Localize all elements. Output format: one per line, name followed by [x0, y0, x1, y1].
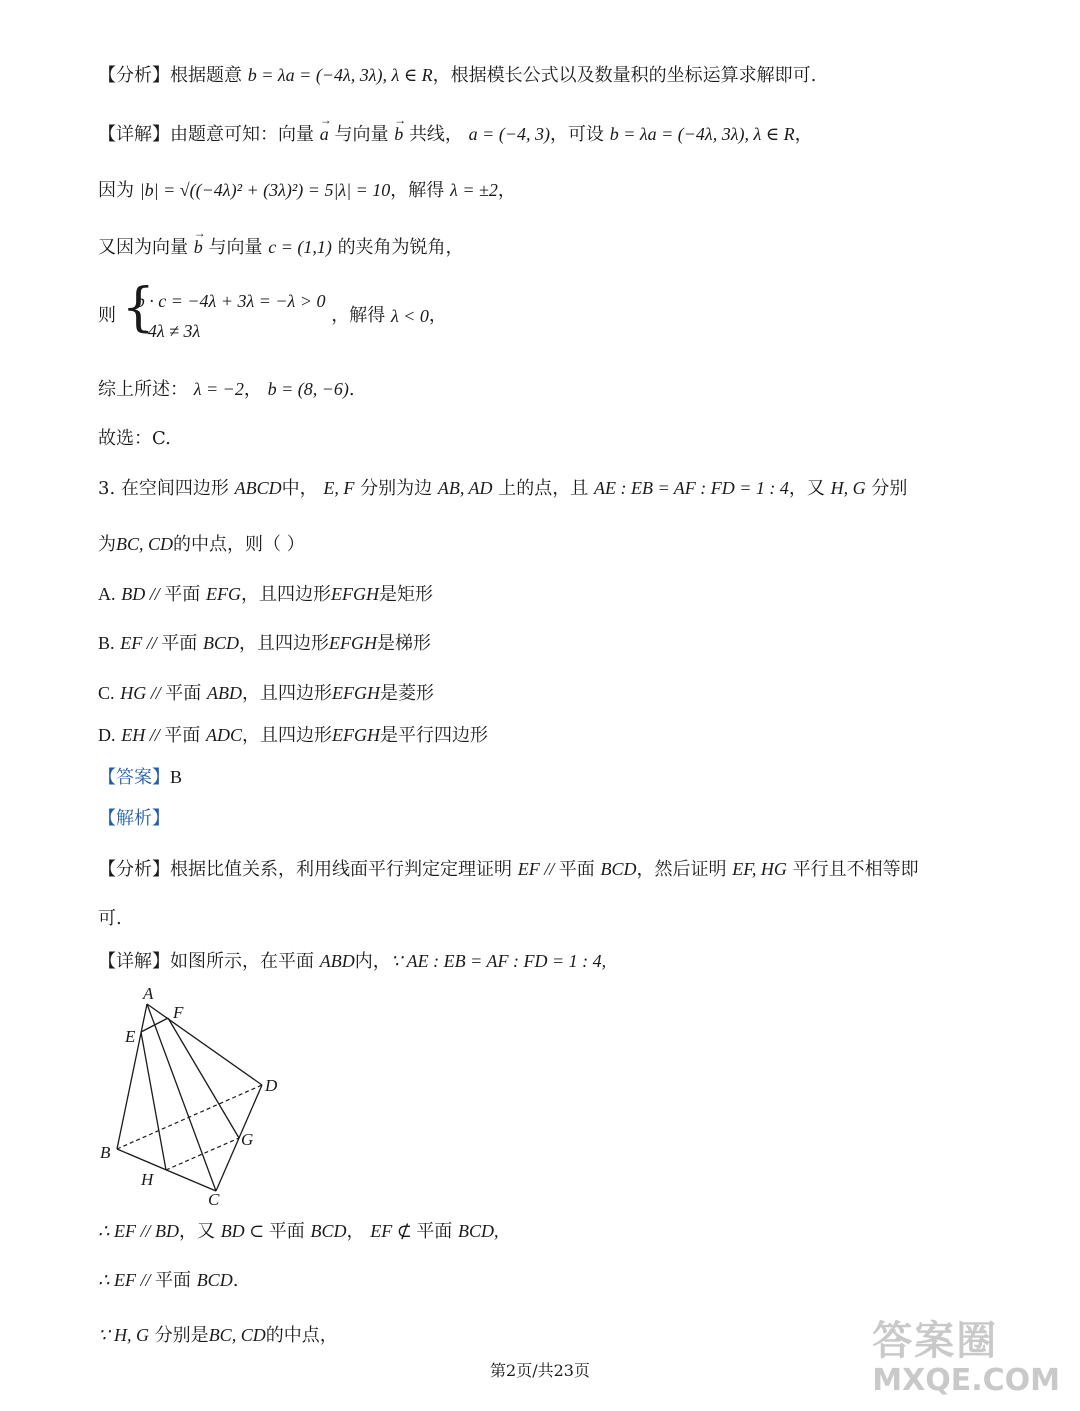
question-text: 的中点，则（ ）	[173, 534, 305, 555]
watermark-logo	[872, 1318, 1060, 1398]
option-label: C.	[98, 683, 115, 703]
option-text: 平面	[165, 683, 202, 704]
formula-lambda: λ = ±2	[450, 180, 498, 200]
question-text: 分别	[871, 478, 908, 499]
edge-ab	[117, 1004, 147, 1149]
option-formula: EFG	[205, 584, 241, 604]
vector-a: → a	[320, 121, 329, 147]
formula-lambda-lt: λ < 0	[390, 306, 429, 326]
option-formula: EFGH	[330, 584, 379, 604]
detail-text: ，	[243, 379, 262, 400]
option-label: D.	[98, 725, 116, 745]
proof-formula: BCD,	[458, 1221, 499, 1241]
label-a: A	[143, 984, 154, 1003]
option-text: ，且四边形	[240, 584, 331, 605]
proof-text: .	[232, 1270, 239, 1291]
analysis-formula: b = λa = (−4λ, 3λ), λ ∈ R	[247, 65, 433, 85]
detail-text: ，解得	[390, 180, 445, 201]
analysis-tag: 【分析】	[98, 859, 170, 880]
detail-formula: ABD	[319, 951, 355, 971]
jiexi-line	[98, 806, 170, 832]
question-formula: AB, AD	[437, 478, 493, 498]
choice-line: 故选：C.	[98, 428, 171, 449]
formula-c: c = (1,1)	[268, 237, 332, 257]
option-formula: EFGH	[331, 725, 380, 745]
option-text: 平面	[164, 584, 201, 605]
question-formula: AE : EB = AF : FD = 1 : 4	[594, 478, 789, 498]
detail-text: 的夹角为锐角，	[337, 237, 464, 258]
proof-text: ，	[346, 1221, 365, 1242]
label-f: F	[173, 1003, 184, 1022]
analysis2-line-2	[98, 906, 122, 932]
detail-text: 与向量	[334, 124, 389, 145]
detail-line-summary	[98, 376, 355, 403]
question-text: 在空间四边形	[120, 478, 229, 499]
analysis-text: 根据比值关系，利用线面平行判定定理证明	[170, 859, 512, 880]
edge-fg	[168, 1018, 239, 1138]
option-label: B.	[98, 633, 115, 653]
equation-system	[121, 278, 326, 346]
analysis-text: 平面	[558, 859, 595, 880]
vector-b: → b	[194, 234, 203, 260]
question-text: ，又	[788, 478, 825, 499]
proof-text: 分别是	[154, 1325, 209, 1346]
proof-text: 平面	[154, 1270, 191, 1291]
answer-line	[98, 764, 182, 791]
edge-ad	[147, 1004, 262, 1085]
label-d: D	[265, 1076, 278, 1095]
option-text: 是矩形	[378, 584, 433, 605]
label-c: C	[208, 1190, 220, 1209]
option-label: A.	[98, 584, 116, 604]
option-text: 平面	[161, 633, 198, 654]
proof-formula: BC, CD	[208, 1325, 266, 1345]
detail-text: .	[348, 379, 355, 400]
option-text: 平面	[164, 725, 201, 746]
option-text: ，且四边形	[241, 725, 332, 746]
detail-text: ，解得	[331, 305, 386, 326]
watermark-bottom: MXQE.COM	[872, 1363, 1060, 1398]
option-text: 是菱形	[379, 683, 434, 704]
detail-line-system	[98, 278, 447, 346]
detail-text: 则	[98, 305, 116, 326]
question-text: 上的点，且	[498, 478, 589, 499]
vector-b: → b	[394, 121, 403, 147]
option-formula: BCD	[202, 633, 239, 653]
option-text: 是梯形	[376, 633, 431, 654]
detail-text: 又因为向量	[98, 237, 188, 258]
detail-text: 与向量	[208, 237, 263, 258]
analysis-formula: EF, HG	[732, 859, 787, 879]
analysis2-line-1	[98, 856, 919, 883]
detail-text: ，可设	[549, 124, 604, 145]
analysis-text: ，然后证明	[636, 859, 727, 880]
question-text: 为	[98, 534, 116, 555]
question-formula: H, G	[830, 478, 866, 498]
left-brace: {	[121, 278, 155, 338]
proof-text: ，又	[178, 1221, 215, 1242]
edge-ef	[141, 1018, 168, 1032]
proof-formula: BCD	[196, 1270, 233, 1290]
label-h: H	[141, 1170, 154, 1189]
question-formula: BC, CD	[116, 534, 174, 554]
detail-line-2	[98, 177, 516, 204]
answer-tag: 【答案】	[98, 767, 170, 788]
detail-text: ，	[428, 305, 447, 326]
proof-line-2	[98, 1267, 238, 1294]
proof-text: 平面	[416, 1221, 453, 1242]
detail-line-1	[98, 121, 813, 148]
option-formula: ADC	[205, 725, 242, 745]
proof-line-1	[98, 1218, 499, 1245]
question-number: 3.	[98, 478, 116, 499]
analysis-text: 可.	[98, 908, 122, 929]
proof-formula: EF ⊄	[370, 1221, 417, 1241]
proof-formula: ∵ H, G	[98, 1325, 149, 1345]
question-line-2	[98, 531, 305, 558]
analysis-text: 平行且不相等即	[792, 859, 919, 880]
label-e: E	[125, 1027, 136, 1046]
formula-b-value: b = (8, −6)	[267, 379, 349, 399]
question-formula: ABCD	[234, 478, 282, 498]
proof-formula: BCD	[310, 1221, 347, 1241]
jiexi-tag: 【解析】	[98, 808, 170, 829]
option-formula: BD //	[121, 584, 165, 604]
detail-text: 综上所述：	[98, 379, 188, 400]
option-formula: HG //	[120, 683, 166, 703]
system-row-2: −4λ ≠ 3λ	[135, 321, 201, 341]
option-formula: EFGH	[328, 633, 377, 653]
analysis-formula: BCD	[600, 859, 637, 879]
detail-text: 如图所示，在平面	[170, 951, 314, 972]
proof-line-3	[98, 1322, 338, 1349]
option-text: ，且四边形	[238, 633, 329, 654]
detail-text: 由题意可知：向量	[170, 124, 314, 145]
system-row-1: b · c = −4λ + 3λ = −λ > 0	[135, 291, 326, 311]
option-d	[98, 722, 488, 749]
analysis-tag: 【分析】	[98, 65, 170, 86]
detail-text: ，	[794, 124, 813, 145]
proof-text: 平面	[268, 1221, 305, 1242]
option-formula: EH //	[121, 725, 165, 745]
formula-a: a = (−4, 3)	[468, 124, 550, 144]
proof-formula: ∴ EF //	[98, 1270, 155, 1290]
option-text: ，且四边形	[241, 683, 332, 704]
proof-formula: ∴ EF // BD	[98, 1221, 179, 1241]
page-footer: 第2页/共23页	[490, 1361, 590, 1380]
answer-value: B	[170, 767, 183, 787]
option-formula: EF //	[120, 633, 162, 653]
detail-tag: 【详解】	[98, 951, 170, 972]
question-text: 分别为边	[360, 478, 433, 499]
detail-line-3	[98, 234, 464, 261]
tetrahedron-figure	[95, 980, 295, 1210]
detail-tag: 【详解】	[98, 124, 170, 145]
proof-text: 的中点，	[265, 1325, 338, 1346]
analysis-line	[98, 62, 816, 89]
detail-text: 共线，	[408, 124, 463, 145]
detail-formula: ∵ AE : EB = AF : FD = 1 : 4,	[390, 951, 607, 971]
detail-text: 因为	[98, 180, 134, 201]
option-b	[98, 630, 431, 657]
proof-formula: BD ⊂	[220, 1221, 269, 1241]
option-a	[98, 581, 433, 608]
analysis-text-end: ，根据模长公式以及数量积的坐标运算求解即可.	[432, 65, 817, 86]
watermark-top: 答案圈	[872, 1318, 999, 1364]
option-c	[98, 680, 434, 707]
label-g: G	[241, 1130, 254, 1149]
formula-lambda-value: λ = −2	[193, 379, 244, 399]
option-formula: EFGH	[331, 683, 380, 703]
question-text: 中，	[281, 478, 318, 499]
edge-eh	[141, 1032, 166, 1170]
question-line-1	[98, 475, 907, 502]
detail-text: ，	[497, 180, 516, 201]
analysis-formula: EF //	[517, 859, 559, 879]
option-text: 是平行四边形	[379, 725, 488, 746]
analysis-text: 根据题意	[170, 65, 242, 86]
label-b: B	[100, 1143, 111, 1162]
question-formula: E, F	[323, 478, 355, 498]
formula-b: b = λa = (−4λ, 3λ), λ ∈ R	[609, 124, 795, 144]
detail2-line	[98, 948, 606, 975]
formula-modulus: |b| = √((−4λ)² + (3λ)²) = 5|λ| = 10	[139, 180, 391, 200]
option-formula: ABD	[206, 683, 242, 703]
detail-text: 内，	[354, 951, 391, 972]
